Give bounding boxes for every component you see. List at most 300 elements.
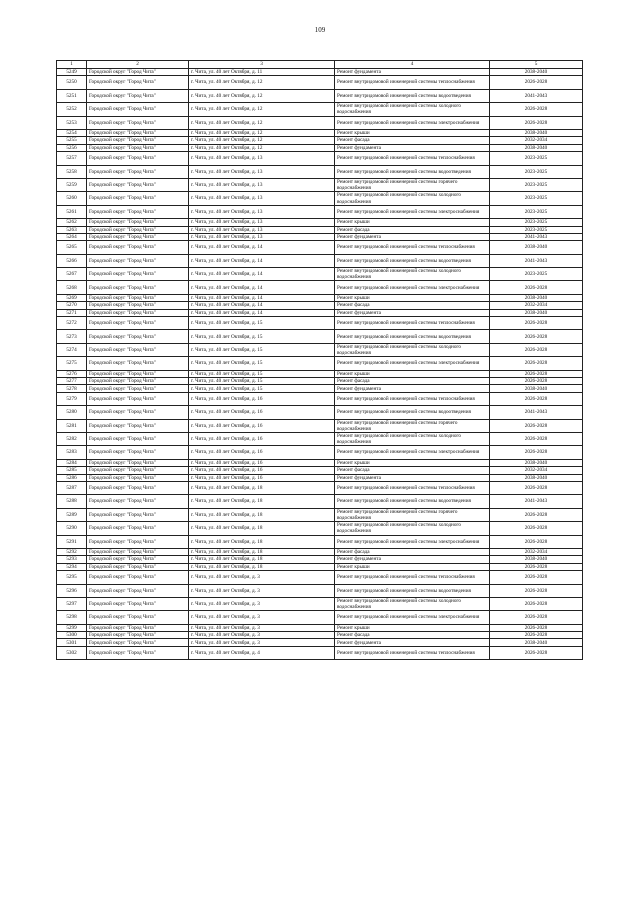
row-work-type: Ремонт крыши [335, 624, 490, 631]
table-row [57, 165, 583, 178]
row-address: г. Чита, ул. 40 лет Октября, д. 14 [189, 254, 335, 267]
row-number: 5292 [57, 548, 87, 555]
row-work-type: Ремонт внутридомовой инженерной системы холодного водоснабжения [335, 268, 490, 281]
row-address: г. Чита, ул. 40 лет Октября, д. 16 [189, 432, 335, 445]
row-years: 2032-2034 [490, 467, 583, 474]
row-district: Городской округ "Город Чита" [87, 446, 189, 459]
row-work-type: Ремонт внутридомовой инженерной системы электроснабжения [335, 611, 490, 624]
row-work-type: Ремонт фундамента [335, 639, 490, 646]
row-work-type: Ремонт внутридомовой инженерной системы водоотведения [335, 406, 490, 419]
row-address: г. Чита, ул. 40 лет Октября, д. 13 [189, 226, 335, 233]
table-row [57, 419, 583, 432]
row-years: 2038-2040 [490, 459, 583, 466]
row-address: г. Чита, ул. 40 лет Октября, д. 15 [189, 330, 335, 343]
row-address: г. Чита, ул. 40 лет Октября, д. 3 [189, 639, 335, 646]
row-years: 2032-2034 [490, 302, 583, 309]
table-row [57, 597, 583, 610]
table-row [57, 370, 583, 377]
row-number: 5289 [57, 508, 87, 521]
row-years: 2023-2025 [490, 178, 583, 191]
table-body [57, 69, 583, 660]
row-work-type: Ремонт внутридомовой инженерной системы холодного водоснабжения [335, 432, 490, 445]
row-district: Городской округ "Город Чита" [87, 563, 189, 570]
row-number: 5295 [57, 571, 87, 584]
row-address: г. Чита, ул. 40 лет Октября, д. 18 [189, 522, 335, 535]
row-years: 2026-2028 [490, 330, 583, 343]
row-work-type: Ремонт внутридомовой инженерной системы теплоснабжения [335, 571, 490, 584]
row-district: Городской округ "Город Чита" [87, 137, 189, 144]
row-district: Городской округ "Город Чита" [87, 178, 189, 191]
row-number: 5256 [57, 144, 87, 151]
row-address: г. Чита, ул. 40 лет Октября, д. 13 [189, 205, 335, 218]
row-years: 2038-2040 [490, 474, 583, 481]
row-number: 5290 [57, 522, 87, 535]
row-years: 2026-2028 [490, 632, 583, 639]
row-address: г. Чита, ул. 40 лет Октября, д. 12 [189, 76, 335, 89]
row-number: 5283 [57, 446, 87, 459]
row-district: Городской округ "Город Чита" [87, 129, 189, 136]
row-work-type: Ремонт крыши [335, 459, 490, 466]
row-work-type: Ремонт внутридомовой инженерной системы теплоснабжения [335, 392, 490, 405]
row-address: г. Чита, ул. 40 лет Октября, д. 14 [189, 302, 335, 309]
row-address: г. Чита, ул. 40 лет Октября, д. 14 [189, 294, 335, 301]
row-years: 2026-2028 [490, 357, 583, 370]
row-address: г. Чита, ул. 40 лет Октября, д. 3 [189, 611, 335, 624]
row-district: Городской округ "Город Чита" [87, 76, 189, 89]
row-district: Городской округ "Город Чита" [87, 406, 189, 419]
row-years: 2026-2028 [490, 597, 583, 610]
row-address: г. Чита, ул. 40 лет Октября, д. 18 [189, 495, 335, 508]
row-number: 5272 [57, 317, 87, 330]
row-number: 5291 [57, 535, 87, 548]
row-district: Городской округ "Город Чита" [87, 302, 189, 309]
row-work-type: Ремонт внутридомовой инженерной системы водоотведения [335, 165, 490, 178]
row-years: 2023-2025 [490, 152, 583, 165]
row-district: Городской округ "Город Чита" [87, 103, 189, 116]
row-number: 5270 [57, 302, 87, 309]
row-work-type: Ремонт внутридомовой инженерной системы теплоснабжения [335, 76, 490, 89]
row-district: Городской округ "Город Чита" [87, 89, 189, 102]
row-address: г. Чита, ул. 40 лет Октября, д. 18 [189, 508, 335, 521]
row-work-type: Ремонт крыши [335, 563, 490, 570]
row-years: 2026-2028 [490, 584, 583, 597]
row-work-type: Ремонт фасада [335, 467, 490, 474]
row-years: 2038-2040 [490, 241, 583, 254]
row-years: 2026-2028 [490, 481, 583, 494]
row-number: 5300 [57, 632, 87, 639]
row-years: 2026-2028 [490, 76, 583, 89]
row-number: 5265 [57, 241, 87, 254]
row-number: 5297 [57, 597, 87, 610]
row-work-type: Ремонт внутридомовой инженерной системы холодного водоснабжения [335, 343, 490, 356]
table-row [57, 302, 583, 309]
table-row [57, 632, 583, 639]
row-number: 5263 [57, 226, 87, 233]
row-address: г. Чита, ул. 40 лет Октября, д. 16 [189, 467, 335, 474]
row-work-type: Ремонт внутридомовой инженерной системы электроснабжения [335, 446, 490, 459]
row-address: г. Чита, ул. 40 лет Октября, д. 16 [189, 392, 335, 405]
row-years: 2026-2028 [490, 317, 583, 330]
table-row [57, 432, 583, 445]
row-district: Городской округ "Город Чита" [87, 624, 189, 631]
row-address: г. Чита, ул. 40 лет Октября, д. 18 [189, 548, 335, 555]
table-row [57, 129, 583, 136]
row-work-type: Ремонт внутридомовой инженерной системы электроснабжения [335, 116, 490, 129]
header-row [57, 61, 583, 69]
row-district: Городской округ "Город Чита" [87, 268, 189, 281]
row-number: 5258 [57, 165, 87, 178]
row-number: 5264 [57, 233, 87, 240]
row-address: г. Чита, ул. 40 лет Октября, д. 15 [189, 385, 335, 392]
row-number: 5273 [57, 330, 87, 343]
row-address: г. Чита, ул. 40 лет Октября, д. 13 [189, 178, 335, 191]
table-row [57, 89, 583, 102]
row-work-type: Ремонт фундамента [335, 309, 490, 316]
row-district: Городской округ "Город Чита" [87, 646, 189, 659]
row-address: г. Чита, ул. 40 лет Октября, д. 14 [189, 309, 335, 316]
row-address: г. Чита, ул. 40 лет Октября, д. 3 [189, 584, 335, 597]
row-address: г. Чита, ул. 40 лет Октября, д. 12 [189, 116, 335, 129]
row-number: 5257 [57, 152, 87, 165]
row-district: Городской округ "Город Чита" [87, 294, 189, 301]
row-district: Городской округ "Город Чита" [87, 378, 189, 385]
row-number: 5267 [57, 268, 87, 281]
row-address: г. Чита, ул. 40 лет Октября, д. 14 [189, 268, 335, 281]
row-number: 5296 [57, 584, 87, 597]
row-work-type: Ремонт фундамента [335, 474, 490, 481]
row-address: г. Чита, ул. 40 лет Октября, д. 13 [189, 233, 335, 240]
table-row [57, 317, 583, 330]
row-number: 5278 [57, 385, 87, 392]
repair-schedule-table [56, 60, 583, 660]
row-address: г. Чита, ул. 40 лет Октября, д. 15 [189, 370, 335, 377]
row-district: Городской округ "Город Чита" [87, 467, 189, 474]
table-row [57, 233, 583, 240]
row-years: 2026-2028 [490, 508, 583, 521]
row-number: 5251 [57, 89, 87, 102]
table-row [57, 378, 583, 385]
row-work-type: Ремонт внутридомовой инженерной системы электроснабжения [335, 281, 490, 294]
row-address: г. Чита, ул. 40 лет Октября, д. 18 [189, 563, 335, 570]
row-work-type: Ремонт фундамента [335, 385, 490, 392]
row-work-type: Ремонт внутридомовой инженерной системы теплоснабжения [335, 646, 490, 659]
row-number: 5299 [57, 624, 87, 631]
table-row [57, 646, 583, 659]
row-work-type: Ремонт внутридомовой инженерной системы водоотведения [335, 330, 490, 343]
row-work-type: Ремонт фасада [335, 137, 490, 144]
row-number: 5280 [57, 406, 87, 419]
row-address: г. Чита, ул. 40 лет Октября, д. 16 [189, 459, 335, 466]
row-work-type: Ремонт крыши [335, 294, 490, 301]
row-number: 5261 [57, 205, 87, 218]
row-work-type: Ремонт внутридомовой инженерной системы холодного водоснабжения [335, 597, 490, 610]
row-address: г. Чита, ул. 40 лет Октября, д. 14 [189, 281, 335, 294]
row-number: 5260 [57, 192, 87, 205]
table-row [57, 76, 583, 89]
row-work-type: Ремонт внутридомовой инженерной системы теплоснабжения [335, 317, 490, 330]
row-district: Городской округ "Город Чита" [87, 495, 189, 508]
row-number: 5285 [57, 467, 87, 474]
row-address: г. Чита, ул. 40 лет Октября, д. 13 [189, 219, 335, 226]
row-number: 5288 [57, 495, 87, 508]
row-district: Городской округ "Город Чита" [87, 392, 189, 405]
header-col-3: 3 [189, 61, 335, 69]
row-address: г. Чита, ул. 40 лет Октября, д. 12 [189, 144, 335, 151]
row-work-type: Ремонт внутридомовой инженерной системы горячего водоснабжения [335, 178, 490, 191]
table-row [57, 584, 583, 597]
row-number: 5250 [57, 76, 87, 89]
row-number: 5279 [57, 392, 87, 405]
row-address: г. Чита, ул. 40 лет Октября, д. 16 [189, 406, 335, 419]
row-address: г. Чита, ул. 40 лет Октября, д. 13 [189, 152, 335, 165]
row-address: г. Чита, ул. 40 лет Октября, д. 11 [189, 69, 335, 76]
row-years: 2038-2040 [490, 556, 583, 563]
row-work-type: Ремонт фундамента [335, 233, 490, 240]
row-years: 2038-2040 [490, 309, 583, 316]
table-row [57, 343, 583, 356]
row-years: 2026-2028 [490, 103, 583, 116]
row-address: г. Чита, ул. 40 лет Октября, д. 3 [189, 597, 335, 610]
row-district: Городской округ "Город Чита" [87, 165, 189, 178]
row-address: г. Чита, ул. 40 лет Октября, д. 3 [189, 624, 335, 631]
row-years: 2041-2043 [490, 254, 583, 267]
row-district: Городской округ "Город Чита" [87, 419, 189, 432]
table-row [57, 144, 583, 151]
row-work-type: Ремонт внутридомовой инженерной системы теплоснабжения [335, 152, 490, 165]
row-address: г. Чита, ул. 40 лет Октября, д. 12 [189, 129, 335, 136]
row-years: 2026-2028 [490, 370, 583, 377]
row-years: 2026-2028 [490, 646, 583, 659]
row-work-type: Ремонт фасада [335, 302, 490, 309]
row-district: Городской округ "Город Чита" [87, 632, 189, 639]
row-district: Городской округ "Город Чита" [87, 370, 189, 377]
row-work-type: Ремонт внутридомовой инженерной системы водоотведения [335, 584, 490, 597]
table-row [57, 522, 583, 535]
table-row [57, 611, 583, 624]
table-row [57, 178, 583, 191]
header-col-4: 4 [335, 61, 490, 69]
row-district: Городской округ "Город Чита" [87, 152, 189, 165]
row-work-type: Ремонт внутридомовой инженерной системы горячего водоснабжения [335, 508, 490, 521]
table-row [57, 226, 583, 233]
row-district: Городской округ "Город Чита" [87, 281, 189, 294]
table-row [57, 281, 583, 294]
row-number: 5277 [57, 378, 87, 385]
table-row [57, 357, 583, 370]
row-district: Городской округ "Город Чита" [87, 357, 189, 370]
row-work-type: Ремонт крыши [335, 370, 490, 377]
row-number: 5281 [57, 419, 87, 432]
row-years: 2041-2043 [490, 495, 583, 508]
table-row [57, 116, 583, 129]
table-row [57, 508, 583, 521]
row-district: Городской округ "Город Чита" [87, 317, 189, 330]
row-work-type: Ремонт внутридомовой инженерной системы водоотведения [335, 254, 490, 267]
row-years: 2038-2040 [490, 639, 583, 646]
table-row [57, 294, 583, 301]
row-years: 2026-2028 [490, 343, 583, 356]
row-years: 2026-2028 [490, 446, 583, 459]
row-district: Городской округ "Город Чита" [87, 205, 189, 218]
row-years: 2026-2028 [490, 419, 583, 432]
table-row [57, 330, 583, 343]
row-years: 2023-2025 [490, 226, 583, 233]
table-row [57, 467, 583, 474]
table-row [57, 103, 583, 116]
table-row [57, 309, 583, 316]
row-years: 2026-2028 [490, 611, 583, 624]
table-row [57, 406, 583, 419]
row-number: 5287 [57, 481, 87, 494]
row-district: Городской округ "Город Чита" [87, 548, 189, 555]
row-number: 5294 [57, 563, 87, 570]
header-col-1: 1 [57, 61, 87, 69]
row-number: 5269 [57, 294, 87, 301]
row-address: г. Чита, ул. 40 лет Октября, д. 18 [189, 535, 335, 548]
row-years: 2038-2040 [490, 69, 583, 76]
row-number: 5274 [57, 343, 87, 356]
row-years: 2026-2028 [490, 432, 583, 445]
table-row [57, 474, 583, 481]
row-years: 2023-2025 [490, 205, 583, 218]
row-years: 2026-2028 [490, 281, 583, 294]
row-district: Городской округ "Город Чита" [87, 233, 189, 240]
row-work-type: Ремонт внутридомовой инженерной системы холодного водоснабжения [335, 522, 490, 535]
table-row [57, 571, 583, 584]
row-address: г. Чита, ул. 40 лет Октября, д. 15 [189, 357, 335, 370]
row-district: Городской округ "Город Чита" [87, 597, 189, 610]
table-row [57, 219, 583, 226]
row-work-type: Ремонт фасада [335, 226, 490, 233]
page-number: 109 [314, 26, 326, 34]
row-address: г. Чита, ул. 40 лет Октября, д. 15 [189, 378, 335, 385]
table-row [57, 241, 583, 254]
row-address: г. Чита, ул. 40 лет Октября, д. 14 [189, 241, 335, 254]
row-years: 2041-2043 [490, 406, 583, 419]
row-years: 2038-2040 [490, 385, 583, 392]
row-district: Городской округ "Город Чита" [87, 385, 189, 392]
table-row [57, 459, 583, 466]
row-work-type: Ремонт фасада [335, 378, 490, 385]
row-district: Городской округ "Город Чита" [87, 241, 189, 254]
table-row [57, 254, 583, 267]
row-district: Городской округ "Город Чита" [87, 556, 189, 563]
row-district: Городской округ "Город Чита" [87, 69, 189, 76]
row-number: 5254 [57, 129, 87, 136]
row-number: 5293 [57, 556, 87, 563]
row-address: г. Чита, ул. 40 лет Октября, д. 18 [189, 556, 335, 563]
row-years: 2026-2028 [490, 624, 583, 631]
row-address: г. Чита, ул. 40 лет Октября, д. 12 [189, 103, 335, 116]
table-row [57, 137, 583, 144]
table-row [57, 268, 583, 281]
row-number: 5286 [57, 474, 87, 481]
row-address: г. Чита, ул. 40 лет Октября, д. 16 [189, 474, 335, 481]
table-row [57, 152, 583, 165]
row-work-type: Ремонт фасада [335, 548, 490, 555]
table-row [57, 392, 583, 405]
row-work-type: Ремонт фундамента [335, 69, 490, 76]
row-years: 2023-2025 [490, 165, 583, 178]
row-address: г. Чита, ул. 40 лет Октября, д. 13 [189, 165, 335, 178]
row-work-type: Ремонт внутридомовой инженерной системы теплоснабжения [335, 241, 490, 254]
row-number: 5298 [57, 611, 87, 624]
row-work-type: Ремонт фасада [335, 632, 490, 639]
row-work-type: Ремонт внутридомовой инженерной системы холодного водоснабжения [335, 192, 490, 205]
row-work-type: Ремонт внутридомовой инженерной системы водоотведения [335, 495, 490, 508]
row-district: Городской округ "Город Чита" [87, 639, 189, 646]
row-years: 2023-2025 [490, 268, 583, 281]
row-years: 2041-2043 [490, 233, 583, 240]
header-col-2: 2 [87, 61, 189, 69]
row-work-type: Ремонт фундамента [335, 556, 490, 563]
table-row [57, 481, 583, 494]
table-row [57, 624, 583, 631]
row-number: 5302 [57, 646, 87, 659]
row-address: г. Чита, ул. 40 лет Октября, д. 12 [189, 137, 335, 144]
table-header [57, 61, 583, 69]
row-work-type: Ремонт внутридомовой инженерной системы холодного водоснабжения [335, 103, 490, 116]
row-address: г. Чита, ул. 40 лет Октября, д. 18 [189, 481, 335, 494]
table-row [57, 69, 583, 76]
row-address: г. Чита, ул. 40 лет Октября, д. 4 [189, 646, 335, 659]
row-number: 5262 [57, 219, 87, 226]
row-district: Городской округ "Город Чита" [87, 474, 189, 481]
row-address: г. Чита, ул. 40 лет Октября, д. 12 [189, 89, 335, 102]
row-address: г. Чита, ул. 40 лет Октября, д. 3 [189, 632, 335, 639]
row-work-type: Ремонт внутридомовой инженерной системы электроснабжения [335, 357, 490, 370]
row-work-type: Ремонт внутридомовой инженерной системы электроснабжения [335, 535, 490, 548]
row-years: 2032-2034 [490, 137, 583, 144]
row-district: Городской округ "Город Чита" [87, 522, 189, 535]
row-district: Городской округ "Город Чита" [87, 254, 189, 267]
row-address: г. Чита, ул. 40 лет Октября, д. 15 [189, 317, 335, 330]
row-number: 5275 [57, 357, 87, 370]
row-years: 2026-2028 [490, 571, 583, 584]
row-years: 2026-2028 [490, 535, 583, 548]
row-work-type: Ремонт крыши [335, 129, 490, 136]
row-address: г. Чита, ул. 40 лет Октября, д. 3 [189, 571, 335, 584]
row-work-type: Ремонт внутридомовой инженерной системы водоотведения [335, 89, 490, 102]
row-years: 2026-2028 [490, 563, 583, 570]
row-years: 2026-2028 [490, 378, 583, 385]
row-number: 5301 [57, 639, 87, 646]
table-row [57, 535, 583, 548]
table-row [57, 639, 583, 646]
row-years: 2038-2040 [490, 129, 583, 136]
row-work-type: Ремонт фундамента [335, 144, 490, 151]
row-district: Городской округ "Город Чита" [87, 330, 189, 343]
table-row [57, 548, 583, 555]
row-number: 5259 [57, 178, 87, 191]
table-row [57, 495, 583, 508]
table-row [57, 556, 583, 563]
row-district: Городской округ "Город Чита" [87, 432, 189, 445]
table-row [57, 192, 583, 205]
row-district: Городской округ "Город Чита" [87, 459, 189, 466]
row-district: Городской округ "Город Чита" [87, 584, 189, 597]
row-number: 5266 [57, 254, 87, 267]
row-years: 2023-2025 [490, 192, 583, 205]
row-years: 2026-2028 [490, 392, 583, 405]
row-district: Городской округ "Город Чита" [87, 226, 189, 233]
row-years: 2026-2028 [490, 116, 583, 129]
row-district: Городской округ "Город Чита" [87, 481, 189, 494]
row-years: 2041-2043 [490, 89, 583, 102]
row-number: 5253 [57, 116, 87, 129]
row-district: Городской округ "Город Чита" [87, 571, 189, 584]
table-row [57, 563, 583, 570]
